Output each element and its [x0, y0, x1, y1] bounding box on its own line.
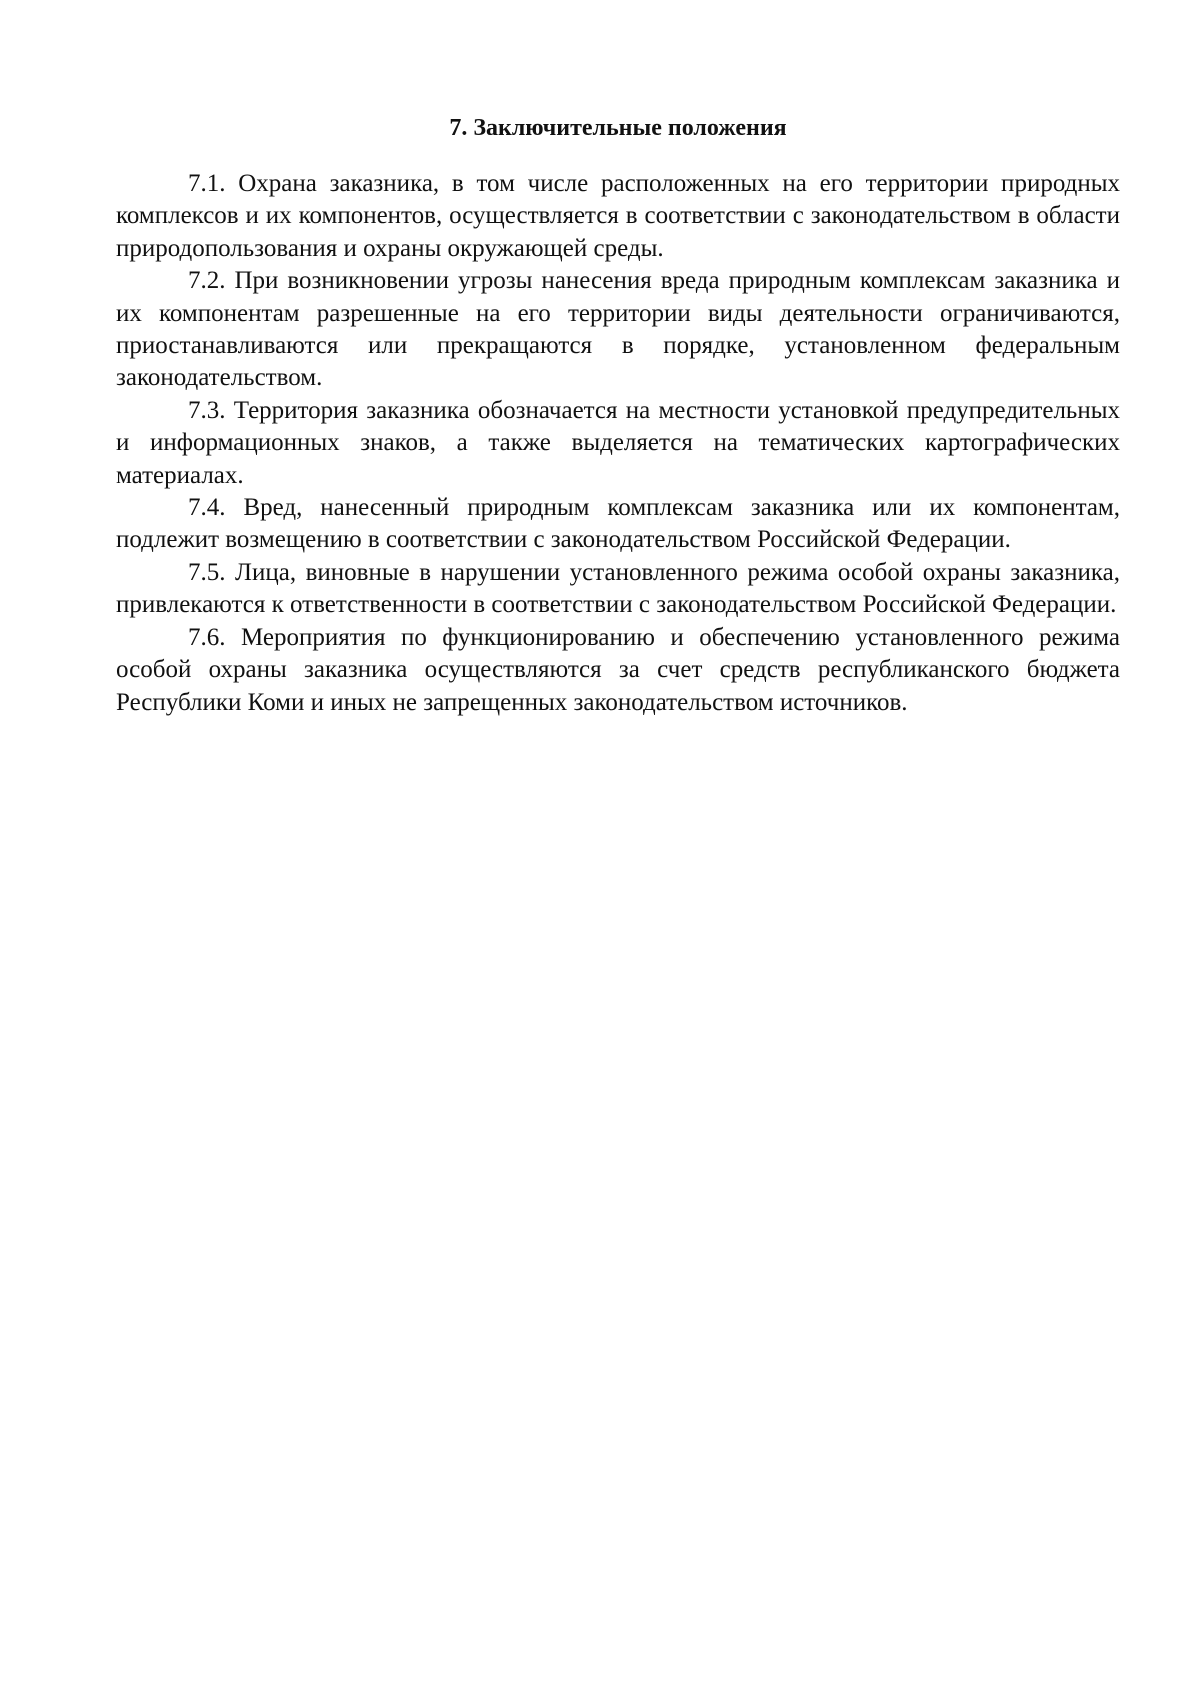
section-title: 7. Заключительные положения [449, 115, 787, 141]
paragraph-7-3: 7.3. Территория заказника обозначается на местности установкой предупредительных и информационных знаков, а также выделяется на тематических картографических материалах. [116, 396, 1120, 489]
paragraph-7-6: 7.6. Мероприятия по функционированию и обеспечению установленного режима особой охраны заказника осуществляются за счет средств республиканского бюджета Республики Коми и иных не запрещенных законодательством источников. [116, 623, 1120, 716]
paragraph-7-5: 7.5. Лица, виновные в нарушении установленного режима особой охраны заказника, привлекаются к ответственности в соответствии с законодательством Российской Федерации. [116, 558, 1120, 619]
paragraph-7-2: 7.2. При возникновении угрозы нанесения вреда природным комплексам заказника и их компонентам разрешенные на его территории виды деятельности ограничиваются, приостанавливаются или прекращаются в порядке, установленном федеральным законодательством. [116, 267, 1120, 392]
paragraph-7-4: 7.4. Вред, нанесенный природным комплексам заказника или их компонентам, подлежит возмещению в соответствии с законодательством Российской Федерации. [116, 494, 1120, 554]
final-provisions-section [116, 112, 1120, 719]
paragraph-7-1: 7.1. Охрана заказника, в том числе расположенных на его территории природных комплексов и их компонентов, осуществляется в соответствии с законодательством в области природопользования и охраны окружающей среды. [116, 170, 1120, 262]
